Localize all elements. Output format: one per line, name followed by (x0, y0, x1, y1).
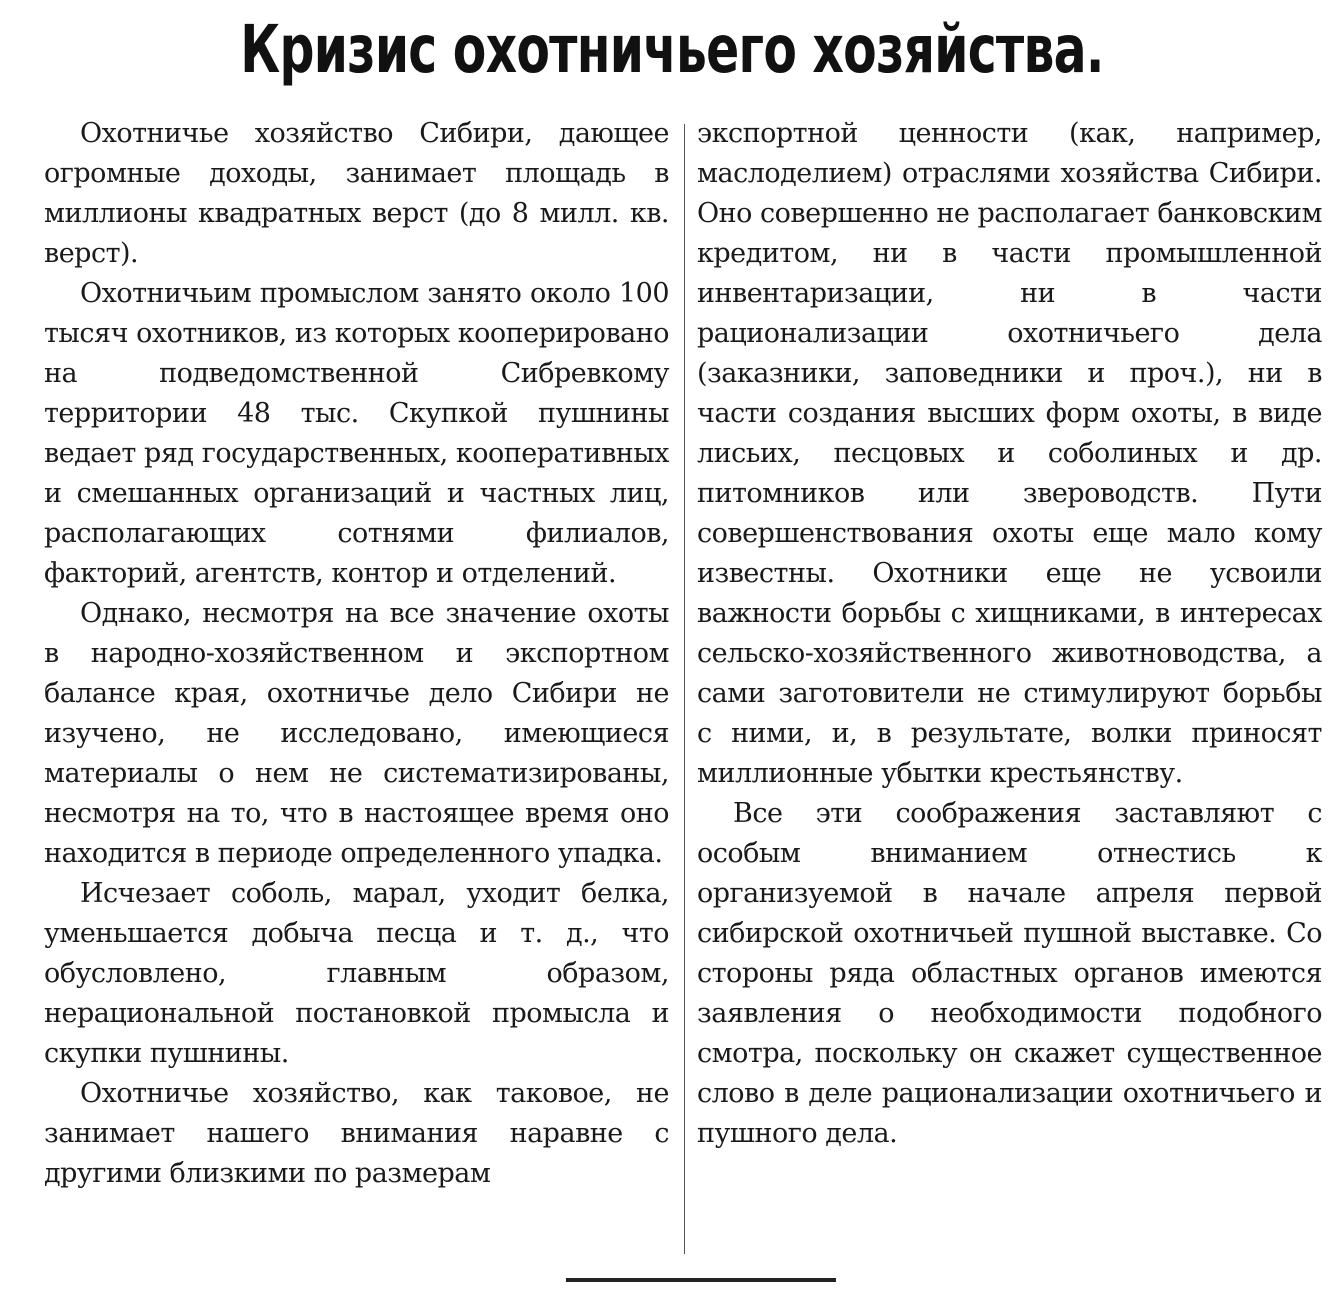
paragraph: Однако, несмотря на все значение охоты в народно-хозяйственном и экспортном балансе края, охотничье дело Сибири не изучено, не исследовано, имеющиеся материалы о нем не систематизированы, несмотря на то, что в настоящее время оно находится в периоде определенного упадка. (44, 598, 669, 869)
paragraph: Охотничьим промыслом занято около 100 тысяч охотников, из которых кооперировано на подведомственной Сибревкому территории 48 тыс. Скупкой пушнины ведает ряд государственных, кооперативных и смешанных организаций и частных лиц, располагающих сотнями филиалов, факторий, агентств, контор и отделений. (44, 278, 669, 589)
end-rule (566, 1278, 836, 1282)
paragraph: Охотничье хозяйство Сибири, дающее огромные доходы, занимает площадь в миллионы квадратных верст (до 8 милл. кв. верст). (44, 118, 669, 269)
paragraph-continuation: экспортной ценности (как, например, маслоделием) отраслями хозяйства Сибири. Оно совершенно не располагает банковским кредитом, ни в части промышленной инвентаризации, ни в части рационализации охотничьего дела (заказники, заповедники и проч.), ни в части создания высших форм охоты, в виде лисьих, песцовых и соболиных и др. питомников или звероводств. Пути совершенствования охоты еще мало кому известны. Охотники еще не усвоили важности борьбы с хищниками, в интересах сельско-хозяйственного животноводства, а сами заготовители не стимулируют борьбы с ними, и, в результате, волки приносят миллионные убытки крестьянству. (697, 118, 1322, 789)
headline: Кризис охотничьего хозяйства. (240, 11, 1104, 88)
paragraph: Все эти соображения заставляют с особым вниманием отнестись к организуемой в начале апреля первой сибирской охотничьей пушной выставке. Со стороны ряда областных органов имеются заявления о необходимости подобного смотра, поскольку он скажет существенное слово в деле рационализации охотничьего и пушного дела. (697, 798, 1322, 1149)
right-column (697, 114, 1322, 1154)
column-divider (684, 124, 685, 1254)
paragraph: Исчезает соболь, марал, уходит белка, уменьшается добыча песца и т. д., что обусловлено, главным образом, нерациональной постановкой промысла и скупки пушнины. (44, 878, 669, 1069)
paragraph: Охотничье хозяйство, как таковое, не занимает нашего внимания наравне с другими близкими по размерам (44, 1078, 669, 1189)
left-column (44, 114, 669, 1194)
